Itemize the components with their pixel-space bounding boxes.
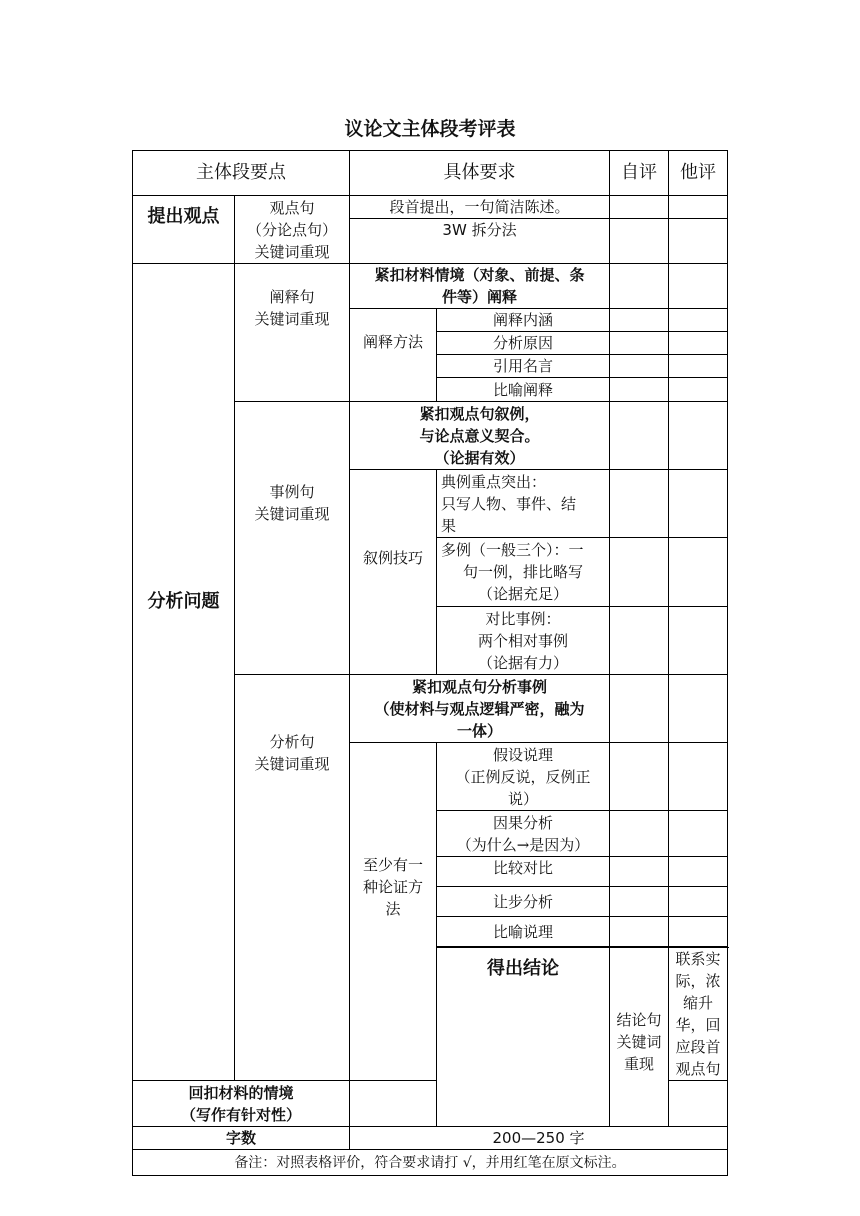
section1-sub: 观点句 （分论点句） 关键词重现 bbox=[235, 196, 350, 264]
table-row bbox=[133, 196, 728, 219]
word-count-row bbox=[133, 1127, 728, 1150]
peer-eval-cell[interactable] bbox=[669, 378, 728, 402]
peer-eval-cell[interactable] bbox=[669, 857, 728, 887]
self-eval-cell[interactable] bbox=[610, 196, 669, 219]
analysis-method: 因果分析 （为什么→是因为） bbox=[437, 811, 610, 857]
peer-eval-cell[interactable] bbox=[669, 402, 728, 470]
peer-eval-cell[interactable] bbox=[669, 917, 728, 947]
example-technique: 多例（一般三个）：一 句一例，排比略写 （论据充足） bbox=[437, 538, 610, 607]
self-eval-cell[interactable] bbox=[610, 607, 669, 675]
peer-eval-cell[interactable] bbox=[669, 264, 728, 309]
explain-method: 引用名言 bbox=[437, 355, 610, 378]
section1-req1: 段首提出，一句简洁陈述。 bbox=[350, 196, 610, 219]
analysis-method: 比较对比 bbox=[437, 857, 610, 887]
header-self-eval: 自评 bbox=[610, 151, 669, 196]
self-eval-cell[interactable] bbox=[610, 917, 669, 947]
self-eval-cell[interactable] bbox=[610, 378, 669, 402]
analysis-method: 假设说理 （正例反说，反例正 说） bbox=[437, 743, 610, 811]
section-analyze: 分析问题 bbox=[133, 264, 235, 1081]
self-eval-cell[interactable] bbox=[610, 743, 669, 811]
section3-req1: 联系实际，浓缩升华，回应段首 观点句 bbox=[669, 948, 728, 1081]
peer-eval-cell[interactable] bbox=[669, 607, 728, 675]
note-row bbox=[133, 1150, 728, 1176]
self-eval-cell[interactable] bbox=[610, 355, 669, 378]
example-req: 紧扣观点句叙例， 与论点意义契合。 （论据有效） bbox=[350, 402, 610, 470]
explain-method: 阐释内涵 bbox=[437, 309, 610, 332]
page-title: 议论文主体段考评表 bbox=[344, 118, 516, 140]
peer-eval-cell[interactable] bbox=[669, 675, 728, 743]
self-eval-cell[interactable] bbox=[610, 470, 669, 538]
peer-eval-cell[interactable] bbox=[669, 743, 728, 811]
self-eval-cell[interactable] bbox=[610, 219, 669, 264]
analysis-method: 比喻说理 bbox=[437, 917, 610, 947]
example-sub: 事例句 关键词重现 bbox=[235, 402, 350, 675]
word-count-value: 200—250 字 bbox=[350, 1127, 728, 1150]
section3-req2: 回扣材料的情境 （写作有针对性） bbox=[133, 1081, 350, 1127]
self-eval-cell[interactable] bbox=[610, 811, 669, 857]
header-point: 主体段要点 bbox=[133, 151, 350, 196]
analysis-req: 紧扣观点句分析事例 （使材料与观点逻辑严密，融为 一体） bbox=[350, 675, 610, 743]
explain-req: 紧扣材料情境（对象、前提、条 件等）阐释 bbox=[350, 264, 610, 309]
section-conclude: 得出结论 bbox=[437, 948, 610, 1127]
peer-eval-cell[interactable] bbox=[669, 887, 728, 917]
self-eval-cell[interactable] bbox=[610, 332, 669, 355]
example-technique: 对比事例： 两个相对事例 （论据有力） bbox=[437, 607, 610, 675]
peer-eval-cell[interactable] bbox=[669, 196, 728, 219]
analysis-method-label: 至少有一 种论证方 法 bbox=[350, 743, 437, 1081]
peer-eval-cell[interactable] bbox=[669, 470, 728, 538]
peer-eval-cell[interactable] bbox=[669, 355, 728, 378]
evaluation-table bbox=[132, 150, 728, 1176]
word-count-label: 字数 bbox=[133, 1127, 350, 1150]
self-eval-cell[interactable] bbox=[610, 402, 669, 470]
explain-method: 比喻阐释 bbox=[437, 378, 610, 402]
example-technique: 典例重点突出： 只写人物、事件、结 果 bbox=[437, 470, 610, 538]
section3-sub: 结论句 关键词重现 bbox=[610, 948, 669, 1127]
self-eval-cell[interactable] bbox=[610, 538, 669, 607]
table-header-row bbox=[133, 151, 728, 196]
peer-eval-cell[interactable] bbox=[669, 538, 728, 607]
peer-eval-cell[interactable] bbox=[669, 219, 728, 264]
section-propose: 提出观点 bbox=[133, 196, 235, 264]
peer-eval-cell[interactable] bbox=[669, 309, 728, 332]
table-row bbox=[133, 264, 728, 309]
self-eval-cell[interactable] bbox=[610, 887, 669, 917]
header-requirement: 具体要求 bbox=[350, 151, 610, 196]
self-eval-cell[interactable] bbox=[610, 264, 669, 309]
footnote: 备注：对照表格评价，符合要求请打 √，并用红笔在原文标注。 bbox=[133, 1150, 728, 1176]
section1-req2: 3W 拆分法 bbox=[350, 219, 610, 264]
explain-sub: 阐释句 关键词重现 bbox=[235, 264, 350, 402]
peer-eval-cell[interactable] bbox=[669, 332, 728, 355]
header-peer-eval: 他评 bbox=[669, 151, 728, 196]
self-eval-cell[interactable] bbox=[350, 1081, 437, 1127]
self-eval-cell[interactable] bbox=[610, 857, 669, 887]
analysis-sub: 分析句 关键词重现 bbox=[235, 675, 350, 1081]
example-method-label: 叙例技巧 bbox=[350, 470, 437, 675]
explain-method-label: 阐释方法 bbox=[350, 309, 437, 402]
explain-method: 分析原因 bbox=[437, 332, 610, 355]
analysis-method: 让步分析 bbox=[437, 887, 610, 917]
self-eval-cell[interactable] bbox=[610, 309, 669, 332]
self-eval-cell[interactable] bbox=[610, 675, 669, 743]
peer-eval-cell[interactable] bbox=[669, 811, 728, 857]
peer-eval-cell[interactable] bbox=[669, 1081, 728, 1127]
